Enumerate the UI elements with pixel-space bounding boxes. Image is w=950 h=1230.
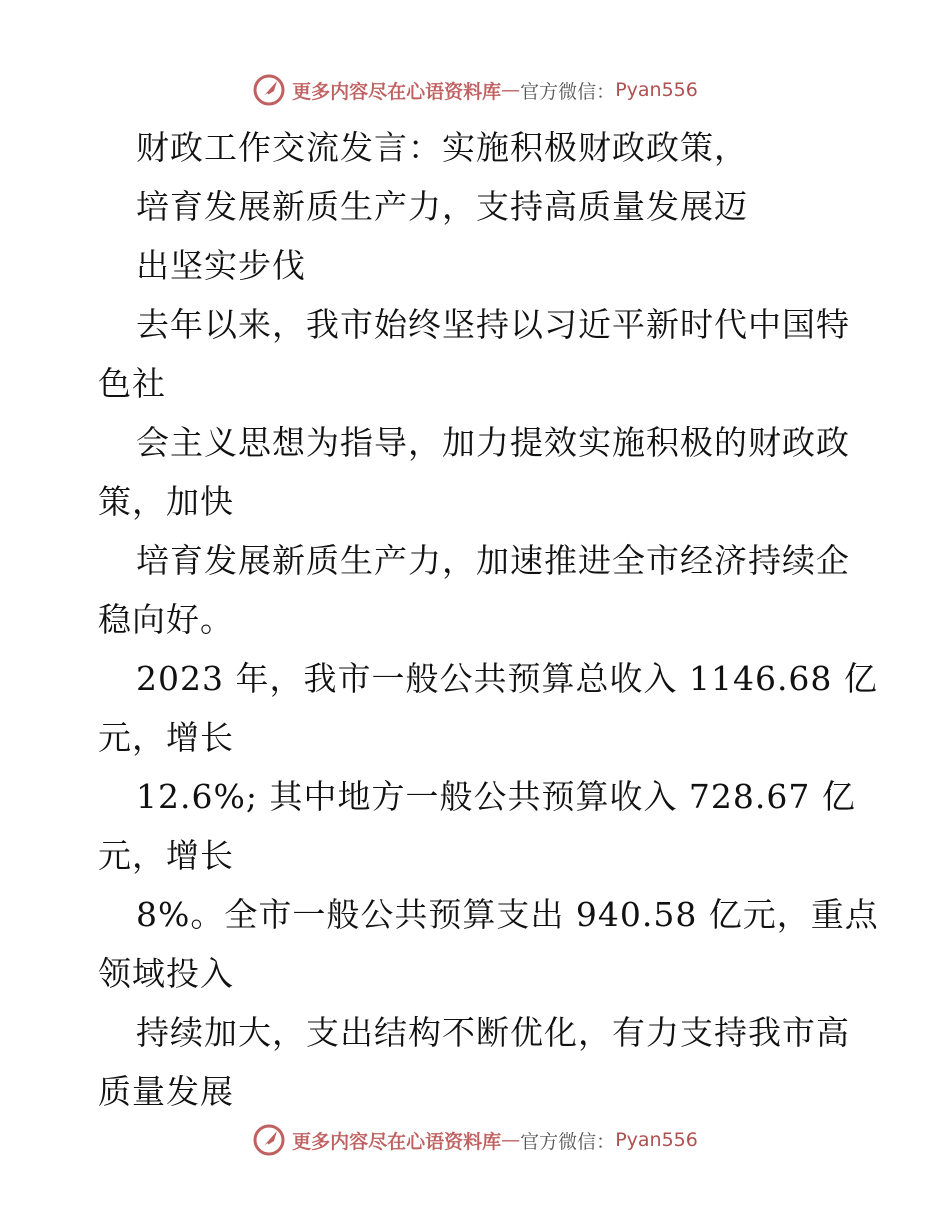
watermark-account: Pyan556 [615, 79, 698, 101]
watermark-official-label: 官方微信： [520, 1130, 616, 1153]
title-line-2: 培育发展新质生产力，支持高质量发展迈 [136, 187, 748, 226]
body-line-3: 会主义思想为指导，加力提效实施积极的财政政 [136, 423, 850, 462]
quill-logo-icon [252, 1123, 286, 1157]
watermark-brand: 更多内容尽在心语资料库 [292, 80, 502, 103]
body-line-6: 稳向好。 [98, 600, 234, 639]
body-line-2: 色社 [98, 364, 166, 403]
body-line-11: 8%。全市一般公共预算支出 940.58 亿元，重点 [136, 895, 879, 934]
body-line-5: 培育发展新质生产力，加速推进全市经济持续企 [136, 541, 850, 580]
watermark-account: Pyan556 [615, 1129, 698, 1151]
body-line-9: 12.6%; 其中地方一般公共预算收入 728.67 亿 [136, 777, 856, 816]
watermark-official-label: 官方微信： [520, 80, 616, 103]
body-line-1: 去年以来，我市始终坚持以习近平新时代中国特 [136, 305, 850, 344]
quill-logo-icon [252, 73, 286, 107]
body-line-4: 策，加快 [98, 482, 234, 521]
watermark-brand: 更多内容尽在心语资料库 [292, 1130, 502, 1153]
header-watermark [0, 70, 950, 110]
watermark-separator: — [501, 79, 521, 101]
body-line-12: 领域投入 [98, 954, 234, 993]
title-line-3: 出坚实步伐 [136, 246, 306, 285]
body-line-10: 元，增长 [98, 836, 234, 875]
body-line-14: 质量发展 [98, 1072, 234, 1111]
body-line-13: 持续加大，支出结构不断优化，有力支持我市高 [136, 1013, 850, 1052]
footer-watermark [0, 1120, 950, 1160]
body-line-7: 2023 年，我市一般公共预算总收入 1146.68 亿 [136, 659, 878, 698]
body-line-8: 元，增长 [98, 718, 234, 757]
title-line-1: 财政工作交流发言：实施积极财政政策， [136, 128, 748, 167]
watermark-separator: — [501, 1129, 521, 1151]
